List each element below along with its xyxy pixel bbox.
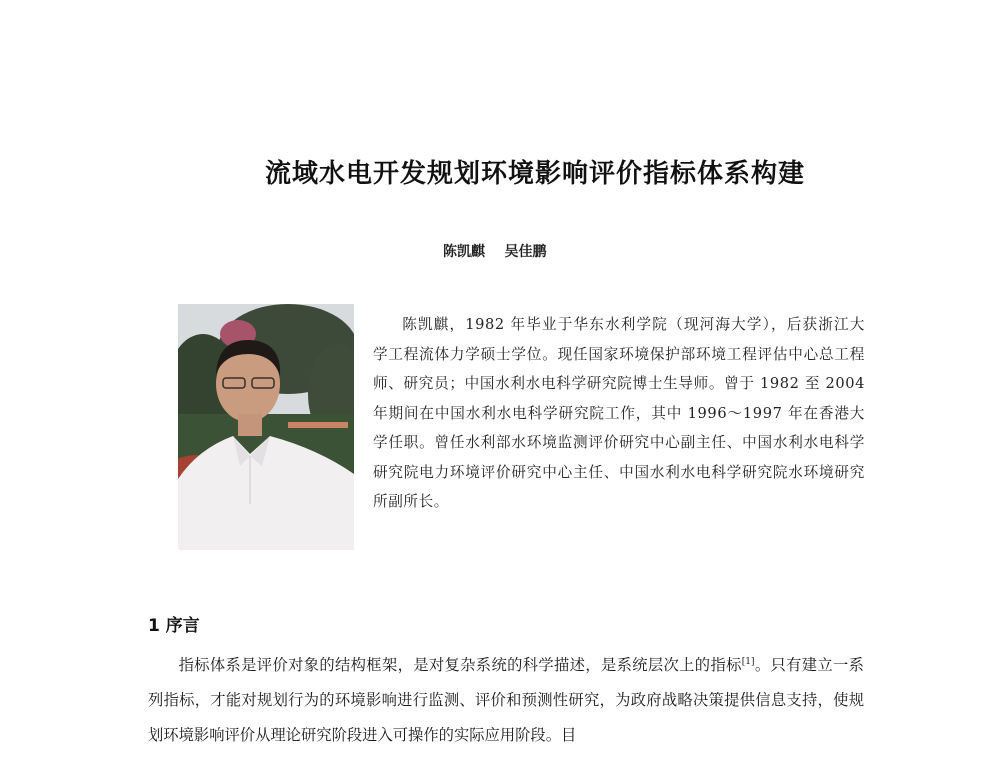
- section-number: 1: [148, 616, 160, 636]
- article-title: 流域水电开发规划环境影响评价指标体系构建: [264, 159, 805, 189]
- author-name: 吴佳鹏: [504, 244, 547, 260]
- author-photo: [178, 304, 354, 550]
- paragraph-text: 指标体系是评价对象的结构框架，是对复杂系统的科学描述，是系统层次上的指标: [178, 656, 742, 674]
- author-name: 陈凯麒: [443, 244, 485, 260]
- section-paragraph: [148, 648, 864, 753]
- paragraph-text-continued: 。只有建立一系列指标，才能对规划行为的环境影响进行监测、评价和预测性研究，为政府战略决策提供信息支持，使规划环境影响评价从理论研究阶段进入可操作的实际应用阶段。目: [148, 656, 864, 744]
- section-title: 序言: [165, 616, 200, 636]
- citation-reference[interactable]: [1]: [741, 656, 755, 667]
- section-heading: [148, 611, 200, 636]
- author-biography: 陈凯麒，1982 年毕业于华东水利学院（现河海大学），后获浙江大学工程流体力学硕士学位。现任国家环境保护部环境工程评估中心总工程师、研究员；中国水利水电科学研究院博士生导师。曾于 1982 至 2004 年期间在中国水利水电科学研究院工作，其中 1996～1997 年在香港大学任职。曾任水利部水环境监测评价研究中心副主任、中国水利水电科学研究院电力环境评价研究中心主任、中国水利水电科学研究院水环境研究所副所长。: [373, 316, 865, 510]
- author-list: [443, 241, 547, 261]
